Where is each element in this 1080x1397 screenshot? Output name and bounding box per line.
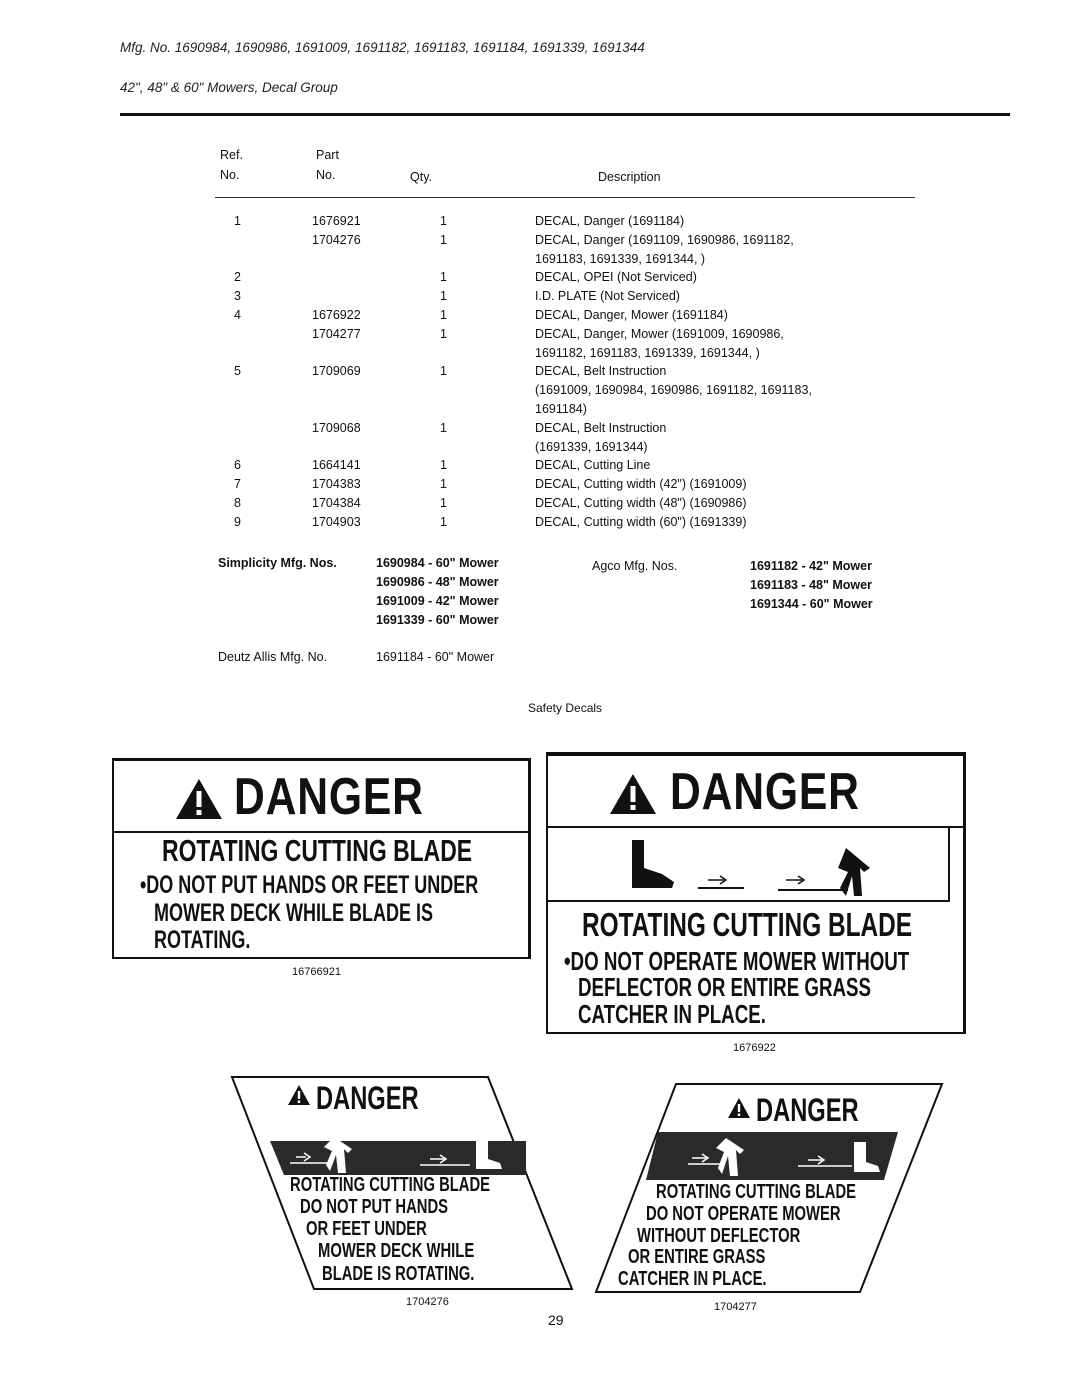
simplicity-item: 1690986 - 48" Mower xyxy=(376,575,499,589)
agco-item: 1691344 - 60" Mower xyxy=(750,597,873,611)
decal-line: DO NOT PUT HANDS xyxy=(300,1196,448,1218)
ref-no-cell: 8 xyxy=(234,496,241,510)
deutz-item: 1691184 - 60" Mower xyxy=(376,650,495,664)
decal-line: OR ENTIRE GRASS xyxy=(628,1246,766,1268)
decal-heading: ROTATING CUTTING BLADE xyxy=(582,906,913,943)
description-cell xyxy=(535,268,697,287)
description-line: DECAL, Cutting width (48") (1690986) xyxy=(535,496,747,510)
description-cell xyxy=(535,475,747,494)
part-no-cell: 1704276 xyxy=(312,232,361,247)
page-subtitle: 42", 48" & 60" Mowers, Decal Group xyxy=(120,80,338,95)
part-no-cell: 1709068 xyxy=(312,420,361,435)
qty-cell: 1 xyxy=(440,364,447,379)
qty-cell: 1 xyxy=(440,420,447,435)
decal-1676921 xyxy=(112,758,531,959)
decal-line: BLADE IS ROTATING. xyxy=(322,1263,475,1285)
ref-no-cell: 5 xyxy=(234,364,241,379)
part-header-line2: No. xyxy=(316,168,336,182)
description-line: 1691182, 1691183, 1691339, 1691344, ) xyxy=(535,345,760,360)
decal-part-number: 1704276 xyxy=(406,1296,449,1308)
decal-line: WITHOUT DEFLECTOR xyxy=(637,1225,801,1247)
part-no-cell: 1704383 xyxy=(312,477,361,492)
description-header: Description xyxy=(598,170,661,184)
danger-word: DANGER xyxy=(670,763,860,821)
part-header-line1: Part xyxy=(316,148,339,162)
description-cell xyxy=(535,456,650,475)
decal-line: •DO NOT PUT HANDS OR FEET UNDER xyxy=(140,871,479,899)
ref-header-line1: Ref. xyxy=(220,148,243,162)
description-line: DECAL, Danger, Mower (1691009, 1690986, xyxy=(535,326,784,341)
simplicity-item: 1691009 - 42" Mower xyxy=(376,594,499,608)
ref-no-cell: 4 xyxy=(234,308,241,322)
ref-no-cell: 9 xyxy=(234,514,241,529)
decal-line: •DO NOT OPERATE MOWER WITHOUT xyxy=(564,946,910,976)
description-line: DECAL, Cutting width (60") (1691339) xyxy=(535,514,747,529)
description-line: DECAL, Danger, Mower (1691184) xyxy=(535,308,728,322)
agco-label: Agco Mfg. Nos. xyxy=(592,559,678,573)
description-cell xyxy=(535,212,684,231)
qty-cell: 1 xyxy=(440,270,447,285)
qty-cell: 1 xyxy=(440,514,447,529)
description-line: 1691184) xyxy=(535,401,587,416)
qty-header: Qty. xyxy=(410,170,432,184)
decal-line: DO NOT OPERATE MOWER xyxy=(646,1203,841,1225)
danger-word: DANGER xyxy=(234,768,424,826)
simplicity-label: Simplicity Mfg. Nos. xyxy=(218,556,337,570)
description-line: DECAL, Danger (1691109, 1690986, 1691182, xyxy=(535,232,794,247)
warning-triangle-icon xyxy=(608,772,658,816)
decal-1676922 xyxy=(546,752,966,1034)
agco-item: 1691182 - 42" Mower xyxy=(750,559,872,573)
part-no-cell: 1704903 xyxy=(312,514,361,529)
description-cell xyxy=(535,362,812,418)
qty-cell: 1 xyxy=(440,477,447,492)
part-no-cell: 1676922 xyxy=(312,308,361,322)
qty-cell: 1 xyxy=(440,326,447,341)
deutz-label: Deutz Allis Mfg. No. xyxy=(218,650,328,664)
part-no-cell: 1676921 xyxy=(312,214,361,228)
ref-header-line2: No. xyxy=(220,168,240,182)
description-line: I.D. PLATE (Not Serviced) xyxy=(535,289,680,304)
page-number: 29 xyxy=(548,1312,564,1328)
decal-line: CATCHER IN PLACE. xyxy=(618,1268,767,1290)
part-no-cell: 1664141 xyxy=(312,458,361,473)
qty-cell: 1 xyxy=(440,308,447,322)
decal-danger-band xyxy=(548,756,963,828)
decal-heading: ROTATING CUTTING BLADE xyxy=(162,833,473,868)
description-line: DECAL, Belt Instruction xyxy=(535,420,667,435)
decal-line: MOWER DECK WHILE xyxy=(318,1240,475,1262)
decal-line: ROTATING CUTTING BLADE xyxy=(656,1181,857,1203)
description-cell xyxy=(535,306,728,325)
foot-hand-blade-icon xyxy=(548,828,948,900)
danger-word: DANGER xyxy=(756,1092,859,1128)
decal-line: MOWER DECK WHILE BLADE IS xyxy=(154,899,433,927)
part-no-cell: 1709069 xyxy=(312,364,361,379)
qty-cell: 1 xyxy=(440,214,447,228)
danger-word: DANGER xyxy=(316,1080,419,1116)
description-cell xyxy=(535,494,747,513)
decal-line: OR FEET UNDER xyxy=(306,1218,427,1240)
description-line: DECAL, Belt Instruction xyxy=(535,364,667,379)
safety-decals-title: Safety Decals xyxy=(528,701,603,715)
decal-line: DEFLECTOR OR ENTIRE GRASS xyxy=(578,972,871,1002)
ref-no-cell: 7 xyxy=(234,477,241,492)
description-line: DECAL, Danger (1691184) xyxy=(535,214,685,228)
description-cell xyxy=(535,513,747,532)
description-cell xyxy=(535,325,784,363)
header-rule xyxy=(120,113,1010,116)
qty-cell: 1 xyxy=(440,496,447,510)
ref-no-cell: 3 xyxy=(234,289,241,304)
decal-line: ROTATING CUTTING BLADE xyxy=(290,1174,491,1196)
part-no-cell: 1704384 xyxy=(312,496,361,510)
warning-triangle-icon xyxy=(727,1097,751,1119)
agco-item: 1691183 - 48" Mower xyxy=(750,578,872,592)
description-line: DECAL, Cutting width (42") (1691009) xyxy=(535,477,747,492)
simplicity-item: 1691339 - 60" Mower xyxy=(376,613,499,627)
ref-no-cell: 2 xyxy=(234,270,241,285)
ref-no-cell: 1 xyxy=(234,214,241,228)
warning-triangle-icon xyxy=(174,777,224,821)
decal-line: ROTATING. xyxy=(154,926,251,954)
decal-danger-band xyxy=(114,761,528,833)
decal-pictogram xyxy=(548,828,950,902)
decal-part-number: 1676922 xyxy=(733,1042,776,1054)
description-line: (1691009, 1690984, 1690986, 1691182, 1691183, xyxy=(535,383,812,398)
description-line: 1691183, 1691339, 1691344, ) xyxy=(535,251,706,266)
decal-part-number: 16766921 xyxy=(292,966,341,978)
description-cell xyxy=(535,419,666,457)
part-no-cell: 1704277 xyxy=(312,326,361,341)
qty-cell: 1 xyxy=(440,458,447,473)
qty-cell: 1 xyxy=(440,289,447,304)
description-line: (1691339, 1691344) xyxy=(535,439,648,454)
mfg-header: Mfg. No. 1690984, 1690986, 1691009, 1691182, 1691183, 1691184, 1691339, 1691344 xyxy=(120,40,645,55)
description-cell xyxy=(535,287,680,306)
table-header-rule xyxy=(215,197,915,198)
qty-cell: 1 xyxy=(440,232,447,247)
ref-no-cell: 6 xyxy=(234,458,241,473)
simplicity-item: 1690984 - 60" Mower xyxy=(376,556,499,570)
description-line: DECAL, Cutting Line xyxy=(535,458,651,473)
decal-part-number: 1704277 xyxy=(714,1301,757,1313)
description-line: DECAL, OPEI (Not Serviced) xyxy=(535,270,697,285)
description-cell xyxy=(535,231,794,269)
decal-line: CATCHER IN PLACE. xyxy=(578,999,766,1029)
warning-triangle-icon xyxy=(287,1084,311,1106)
